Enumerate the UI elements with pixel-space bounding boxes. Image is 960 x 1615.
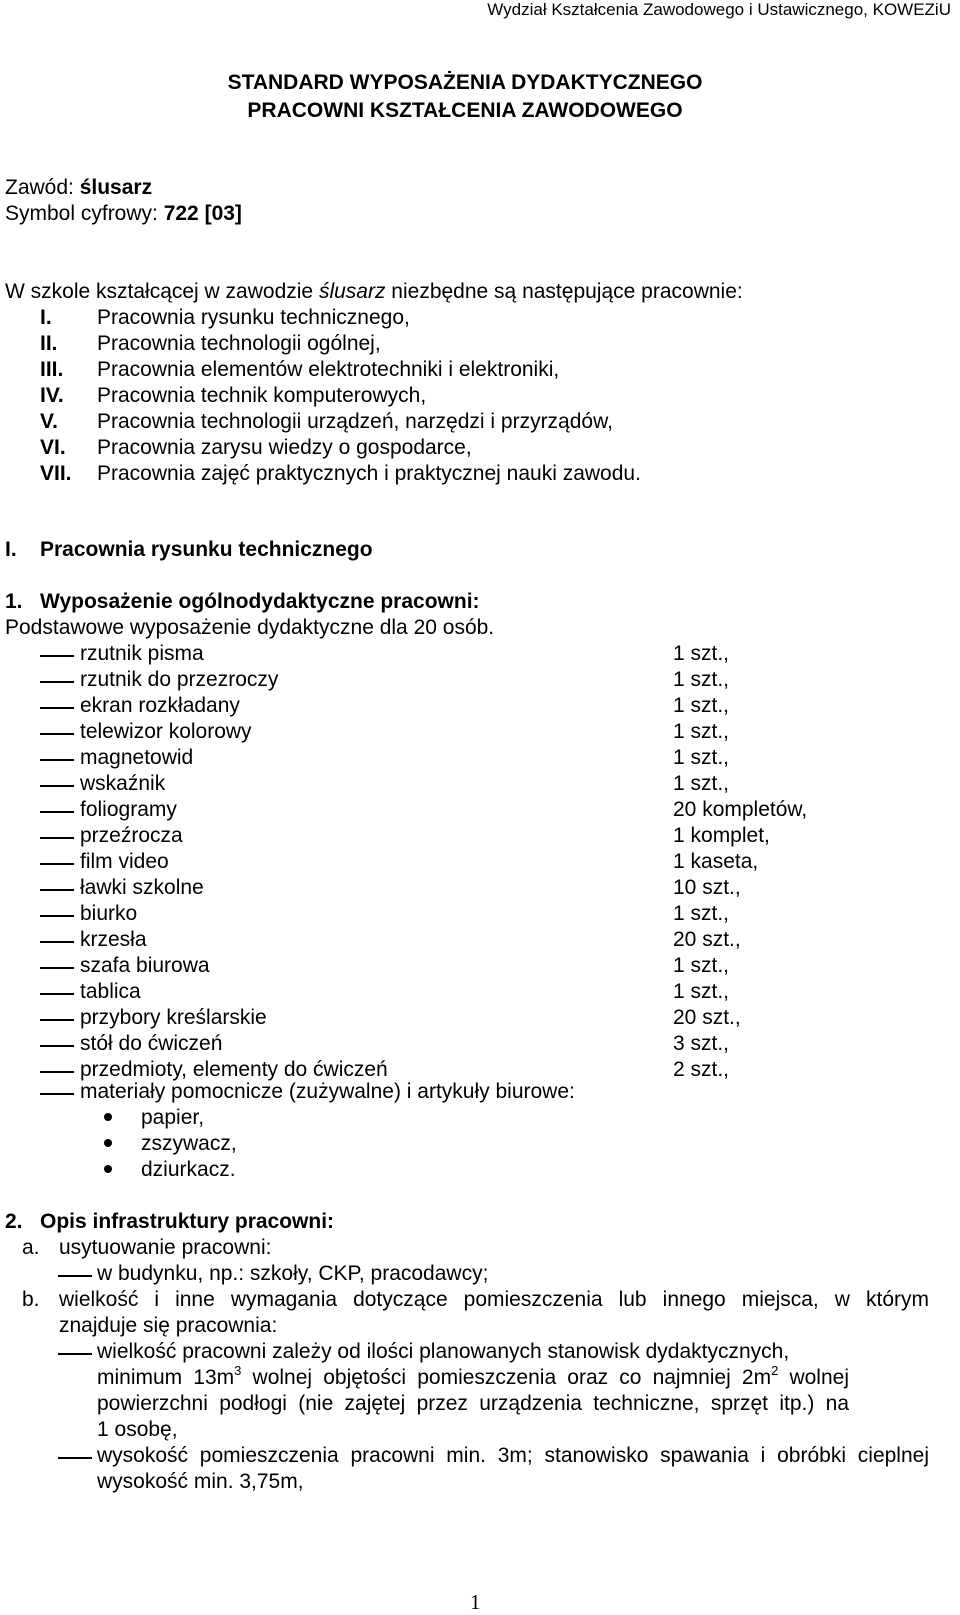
pracownia-item: Pracownia zajęć praktycznych i praktycznej nauki zawodu.	[97, 462, 641, 485]
requirement-1-line-3: powierzchni podłogi (nie zajętej przez urządzenia techniczne, sprzęt itp.) na	[97, 1392, 849, 1415]
dash-marker	[40, 837, 74, 839]
subsection-num: 2.	[5, 1210, 23, 1233]
bullet-marker	[104, 1165, 112, 1173]
equipment-item-name: ekran rozkładany	[80, 694, 240, 717]
intro-line: W szkole kształcącej w zawodzie ślusarz niezbędne są następujące pracownie:	[5, 280, 743, 303]
list-text-b-line-1: wielkość i inne wymagania dotyczące pomieszczenia lub innego miejsca, w którym	[59, 1288, 929, 1311]
dash-marker	[40, 1045, 74, 1047]
equipment-item-quantity: 1 szt.,	[673, 642, 730, 665]
dash-marker	[40, 1071, 74, 1073]
pracownia-num: III.	[40, 358, 64, 381]
equipment-item-quantity: 10 szt.,	[673, 876, 741, 899]
symbol-label: Symbol cyfrowy:	[5, 202, 164, 225]
intro-italic: ślusarz	[318, 280, 386, 303]
subsection-heading: Opis infrastruktury pracowni:	[40, 1210, 335, 1233]
equipment-item-name: magnetowid	[80, 746, 194, 769]
symbol-value: 722 [03]	[163, 202, 242, 225]
pracownia-num: IV.	[40, 384, 64, 407]
subsection-heading: Wyposażenie ogólnodydaktyczne pracowni:	[40, 590, 480, 613]
dash-marker	[40, 967, 74, 969]
pracownia-item: Pracownia technologii urządzeń, narzędzi i przyrządów,	[97, 410, 613, 433]
list-item-a: w budynku, np.: szkoły, CKP, pracodawcy;	[97, 1262, 489, 1285]
dash-marker	[40, 915, 74, 917]
dash-marker	[40, 889, 74, 891]
requirement-2-line-2: wysokość min. 3,75m,	[97, 1470, 304, 1493]
equipment-item-name: foliogramy	[80, 798, 177, 821]
dash-marker	[58, 1353, 92, 1355]
dash-marker	[40, 941, 74, 943]
requirement-1-line-4: 1 osobę,	[97, 1418, 178, 1441]
equipment-item-quantity: 1 komplet,	[673, 824, 770, 847]
equipment-item-name: film video	[80, 850, 169, 873]
equipment-item-quantity: 1 szt.,	[673, 954, 730, 977]
pracownia-item: Pracownia elementów elektrotechniki i elektroniki,	[97, 358, 560, 381]
equipment-item-quantity: 20 szt.,	[673, 928, 741, 951]
bullet-marker	[104, 1139, 112, 1147]
zawod-label: Zawód:	[5, 176, 80, 199]
equipment-item-name: ławki szkolne	[80, 876, 204, 899]
equipment-item-quantity: 1 kaseta,	[673, 850, 759, 873]
equipment-item-name: biurko	[80, 902, 138, 925]
dash-marker	[40, 863, 74, 865]
equipment-item-name: przybory kreślarskie	[80, 1006, 267, 1029]
list-text-a: usytuowanie pracowni:	[59, 1236, 272, 1259]
dash-marker	[40, 993, 74, 995]
equipment-item-quantity: 1 szt.,	[673, 746, 730, 769]
dash-marker	[40, 681, 74, 683]
pracownia-num: I.	[40, 306, 52, 329]
equipment-item-name: tablica	[80, 980, 141, 1003]
dash-marker	[40, 707, 74, 709]
document-title-line-2: PRACOWNI KSZTAŁCENIA ZAWODOWEGO	[247, 99, 683, 122]
equipment-item-name: szafa biurowa	[80, 954, 210, 977]
dash-marker	[40, 655, 74, 657]
bullet-marker	[104, 1113, 112, 1121]
dash-marker	[40, 1093, 74, 1095]
equipment-item-quantity: 3 szt.,	[673, 1032, 730, 1055]
section-heading-text: Pracownia rysunku technicznego	[40, 538, 373, 561]
pracownia-num: VII.	[40, 462, 72, 485]
bullet-item: zszywacz,	[141, 1132, 237, 1155]
running-header: Wydział Kształcenia Zawodowego i Ustawicznego, KOWEZiU	[487, 0, 951, 19]
page-number: 1	[470, 1590, 481, 1614]
basic-equipment-intro: Podstawowe wyposażenie dydaktyczne dla 20 osób.	[5, 616, 495, 639]
symbol-line	[5, 202, 242, 226]
equipment-item-name: rzutnik pisma	[80, 642, 204, 665]
dash-marker	[58, 1457, 92, 1459]
pracownia-item: Pracownia technologii ogólnej,	[97, 332, 381, 355]
section-heading: I.	[5, 538, 17, 561]
equipment-item-quantity: 1 szt.,	[673, 772, 730, 795]
equipment-item-name: telewizor kolorowy	[80, 720, 252, 743]
list-label-a: a.	[22, 1236, 40, 1259]
equipment-item-quantity: 1 szt.,	[673, 902, 730, 925]
bullet-item: papier,	[141, 1106, 205, 1129]
zawod-value: ślusarz	[79, 176, 153, 199]
equipment-item-quantity: 2 szt.,	[673, 1058, 730, 1081]
requirement-1-line-1: wielkość pracowni zależy od ilości planowanych stanowisk dydaktycznych,	[97, 1340, 790, 1363]
equipment-item-quantity: 20 kompletów,	[673, 798, 808, 821]
equipment-item-quantity: 20 szt.,	[673, 1006, 741, 1029]
pracownia-item: Pracownia zarysu wiedzy o gospodarce,	[97, 436, 472, 459]
equipment-item-name: stół do ćwiczeń	[80, 1032, 223, 1055]
document-title-line-1: STANDARD WYPOSAŻENIA DYDAKTYCZNEGO	[227, 71, 703, 94]
list-text-b-line-2: znajduje się pracownia:	[59, 1314, 278, 1337]
equipment-item-quantity: 1 szt.,	[673, 980, 730, 1003]
equipment-item-name: krzesła	[80, 928, 147, 951]
pracownia-num: V.	[40, 410, 58, 433]
equipment-item-name: wskaźnik	[80, 772, 166, 795]
dash-marker	[40, 785, 74, 787]
pracownia-item: Pracownia technik komputerowych,	[97, 384, 427, 407]
equipment-item-name: rzutnik do przezroczy	[80, 668, 279, 691]
pracownia-item: Pracownia rysunku technicznego,	[97, 306, 410, 329]
bullet-item: dziurkacz.	[141, 1158, 236, 1181]
requirement-2-line-1: wysokość pomieszczenia pracowni min. 3m; stanowisko spawania i obróbki cieplnej	[97, 1444, 929, 1467]
dash-marker	[40, 1019, 74, 1021]
equipment-item-quantity: 1 szt.,	[673, 720, 730, 743]
dash-marker	[40, 759, 74, 761]
pracownia-num: VI.	[40, 436, 66, 459]
zawod-line	[5, 176, 152, 200]
dash-marker	[58, 1275, 92, 1277]
equipment-item-quantity: 1 szt.,	[673, 694, 730, 717]
subsection-num: 1.	[5, 590, 23, 613]
equipment-item-name: przeźrocza	[80, 824, 183, 847]
requirement-1-line-2: minimum $13m^3$ wolnej objętości pomieszczenia oraz co najmniej $2m^2$ wolnej	[97, 1363, 849, 1389]
equipment-item-quantity: 1 szt.,	[673, 668, 730, 691]
list-label-b: b.	[22, 1288, 40, 1311]
dash-marker	[40, 733, 74, 735]
pracownia-num: II.	[40, 332, 58, 355]
materials-item: materiały pomocnicze (zużywalne) i artykuły biurowe:	[80, 1080, 575, 1103]
equipment-item-name: przedmioty, elementy do ćwiczeń	[80, 1058, 388, 1081]
dash-marker	[40, 811, 74, 813]
